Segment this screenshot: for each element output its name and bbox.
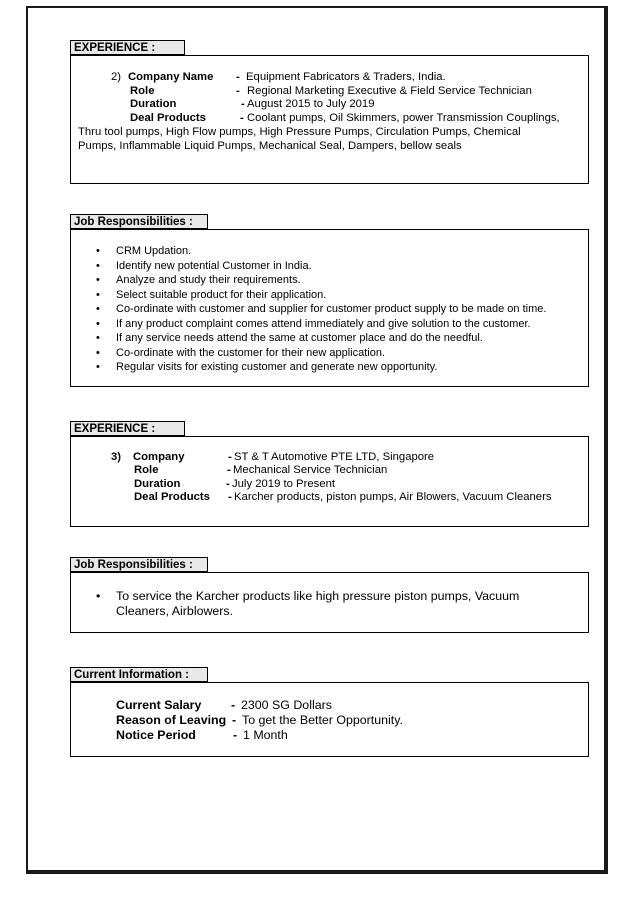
bullet: • bbox=[96, 274, 100, 286]
exp2-dash: - bbox=[228, 491, 232, 503]
exp1-role-value: Regional Marketing Executive & Field Service Technician bbox=[247, 85, 532, 97]
list-item bbox=[71, 302, 588, 317]
bullet: • bbox=[96, 303, 100, 315]
list-item bbox=[71, 331, 588, 346]
exp1-dash: - bbox=[236, 85, 240, 97]
exp2-role-label: Role bbox=[134, 464, 159, 476]
exp1-role-label: Role bbox=[130, 85, 155, 97]
list-item bbox=[71, 259, 588, 274]
experience-header: EXPERIENCE : bbox=[70, 40, 185, 55]
current-info-header: Current Information : bbox=[70, 667, 208, 682]
reason-label: Reason of Leaving bbox=[116, 713, 227, 727]
salary-label: Current Salary bbox=[116, 698, 202, 712]
exp1-products-line2: Thru tool pumps, High Flow pumps, High Pressure Pumps, Circulation Pumps, Chemical bbox=[78, 126, 521, 138]
exp2-company-value: ST & T Automotive PTE LTD, Singapore bbox=[234, 451, 435, 463]
exp1-dash: - bbox=[241, 98, 245, 110]
list-item-text: If any service needs attend the same at customer place and do the needful. bbox=[116, 332, 483, 344]
exp2-number: 3) bbox=[111, 451, 122, 463]
bullet: • bbox=[96, 346, 100, 359]
exp2-duration-value: July 2019 to Present bbox=[232, 478, 335, 490]
responsibilities-list bbox=[71, 244, 588, 375]
list-item-text: Co-ordinate with customer and supplier for customer product supply to be made on time. bbox=[116, 303, 547, 315]
bullet: • bbox=[96, 317, 100, 330]
exp2-products-value: Karcher products, piston pumps, Air Blowers, Vacuum Cleaners bbox=[234, 491, 552, 503]
bullet: • bbox=[96, 332, 100, 344]
salary-dash: - bbox=[231, 698, 236, 712]
notice-value: 1 Month bbox=[243, 728, 288, 742]
salary-value: 2300 SG Dollars bbox=[241, 698, 332, 712]
list-item-text: Identify new potential Customer in India. bbox=[116, 259, 312, 272]
exp1-products-label: Deal Products bbox=[130, 112, 206, 124]
notice-label: Notice Period bbox=[116, 728, 196, 742]
exp2-products-label: Deal Products bbox=[134, 491, 210, 503]
exp1-products-line3: Pumps, Inflammable Liquid Pumps, Mechanical Seal, Dampers, bellow seals bbox=[78, 140, 462, 152]
list-item bbox=[71, 244, 588, 259]
resp2-line2: Cleaners, Airblowers. bbox=[116, 604, 234, 618]
exp1-company-label: Company Name bbox=[128, 71, 214, 83]
list-item-text: If any product complaint comes attend immediately and give solution to the customer. bbox=[116, 317, 531, 330]
exp1-number: 2) bbox=[111, 71, 122, 83]
exp1-products-line1: Coolant pumps, Oil Skimmers, power Transmission Couplings, bbox=[247, 112, 560, 124]
list-item bbox=[71, 360, 588, 375]
bullet: • bbox=[96, 245, 100, 257]
exp2-dash: - bbox=[227, 464, 231, 476]
exp2-role-value: Mechanical Service Technician bbox=[233, 464, 388, 476]
reason-value: To get the Better Opportunity. bbox=[242, 713, 403, 727]
bullet: • bbox=[96, 589, 101, 603]
exp1-duration-value: August 2015 to July 2019 bbox=[247, 98, 375, 110]
exp1-dash: - bbox=[240, 112, 244, 124]
list-item-text: Analyze and study their requirements. bbox=[116, 274, 301, 286]
list-item bbox=[71, 346, 588, 361]
exp1-dash: - bbox=[236, 71, 240, 83]
experience-header: EXPERIENCE : bbox=[70, 421, 185, 436]
list-item bbox=[71, 273, 588, 288]
list-item-text: CRM Updation. bbox=[116, 245, 192, 257]
list-item bbox=[71, 317, 588, 332]
bullet: • bbox=[96, 288, 100, 301]
reason-dash: - bbox=[232, 713, 237, 727]
list-item bbox=[71, 288, 588, 303]
list-item-text: Regular visits for existing customer and generate new opportunity. bbox=[116, 361, 438, 373]
exp2-dash: - bbox=[228, 451, 232, 463]
exp2-duration-label: Duration bbox=[134, 478, 181, 490]
resp2-line1: To service the Karcher products like high pressure piston pumps, Vacuum bbox=[116, 589, 520, 603]
exp2-company-label: Company bbox=[133, 451, 185, 463]
exp1-duration-label: Duration bbox=[130, 98, 177, 110]
list-item-text: Select suitable product for their application. bbox=[116, 288, 327, 301]
bullet: • bbox=[96, 361, 100, 373]
list-item-text: Co-ordinate with the customer for their new application. bbox=[116, 346, 386, 359]
exp2-dash: - bbox=[226, 478, 230, 490]
exp1-company-value: Equipment Fabricators & Traders, India. bbox=[246, 71, 446, 83]
responsibilities-header: Job Responsibilities : bbox=[70, 557, 208, 572]
responsibilities-header: Job Responsibilities : bbox=[70, 214, 208, 229]
notice-dash: - bbox=[233, 728, 238, 742]
bullet: • bbox=[96, 259, 100, 272]
